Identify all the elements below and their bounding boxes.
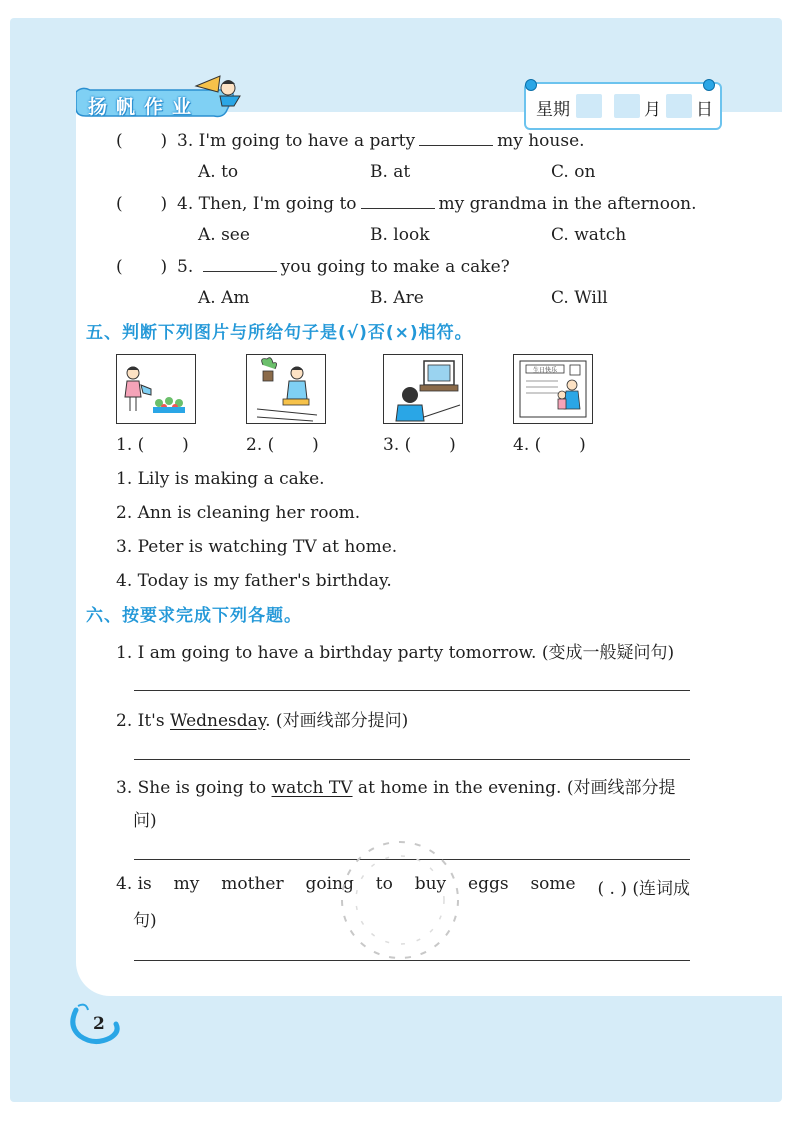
weekday-slot[interactable] (576, 94, 602, 118)
question-stem: 3. I'm going to have a party my house. (177, 131, 585, 151)
picture-answer-1[interactable]: 1. ( ) (116, 435, 189, 455)
picture-answer-3[interactable]: 3. ( ) (383, 435, 456, 455)
task-2: 2. It's Wednesday. (对画线部分提问) (116, 711, 409, 731)
question-stem: 4. Then, I'm going to my grandma in the afternoon. (177, 194, 697, 214)
banner-title: 扬帆作业 (88, 96, 201, 118)
sentence-4: 4. Today is my father's birthday. (116, 571, 392, 591)
sentence-3: 3. Peter is watching TV at home. (116, 537, 398, 557)
day-label: 日 (696, 100, 713, 120)
option-c[interactable]: C. Will (551, 288, 608, 308)
option-b[interactable]: B. look (370, 225, 430, 245)
underlined-phrase: watch TV (271, 778, 353, 798)
answer-bracket[interactable]: ( ) (116, 257, 168, 277)
option-a[interactable]: A. Am (198, 288, 250, 308)
section-six-title: 六、按要求完成下列各题。 (86, 606, 302, 626)
option-c[interactable]: C. watch (551, 225, 627, 245)
task-3: 3. She is going to watch TV at home in the evening. (对画线部分提 (116, 778, 676, 798)
page-number: 2 (93, 1014, 105, 1034)
month-slot[interactable] (614, 94, 640, 118)
task-4-continued: 句) (133, 911, 157, 931)
answer-line[interactable] (134, 759, 690, 760)
sentence-2: 2. Ann is cleaning her room. (116, 503, 361, 523)
sentence-1: 1. Lily is making a cake. (116, 469, 325, 489)
option-a[interactable]: A. to (198, 162, 239, 182)
underlined-word: Wednesday (169, 711, 266, 731)
picture-boy-watching-tv (383, 354, 463, 424)
birthday-sign-text: 生日快乐 (532, 367, 558, 374)
option-b[interactable]: B. at (370, 162, 411, 182)
task-4: 4. is my mother going to buy eggs some ( . ) (连词成 (116, 874, 690, 899)
answer-bracket[interactable]: ( ) (116, 194, 168, 214)
fill-blank[interactable] (203, 257, 277, 272)
fill-blank[interactable] (419, 131, 493, 146)
picture-girl-cleaning-room (246, 354, 326, 424)
seal-watermark (330, 830, 470, 980)
month-label: 月 (644, 100, 661, 120)
option-c[interactable]: C. on (551, 162, 596, 182)
day-slot[interactable] (666, 94, 692, 118)
pin-icon (525, 79, 537, 91)
task-1: 1. I am going to have a birthday party tomorrow. (变成一般疑问句) (116, 643, 675, 663)
picture-birthday-card (513, 354, 593, 424)
option-a[interactable]: A. see (198, 225, 250, 245)
section-five-title: 五、判断下列图片与所给句子是(√)否(×)相符。 (86, 323, 473, 343)
pin-icon (703, 79, 715, 91)
question-stem: 5. you going to make a cake? (177, 257, 510, 277)
option-b[interactable]: B. Are (370, 288, 424, 308)
fill-blank[interactable] (361, 194, 435, 209)
date-box (524, 82, 722, 130)
picture-girl-watering-flowers (116, 354, 196, 424)
task-3-continued: 问) (133, 811, 157, 831)
answer-line[interactable] (134, 690, 690, 691)
answer-bracket[interactable]: ( ) (116, 131, 168, 151)
picture-answer-2[interactable]: 2. ( ) (246, 435, 319, 455)
picture-answer-4[interactable]: 4. ( ) (513, 435, 586, 455)
weekday-label: 星期 (536, 100, 570, 120)
